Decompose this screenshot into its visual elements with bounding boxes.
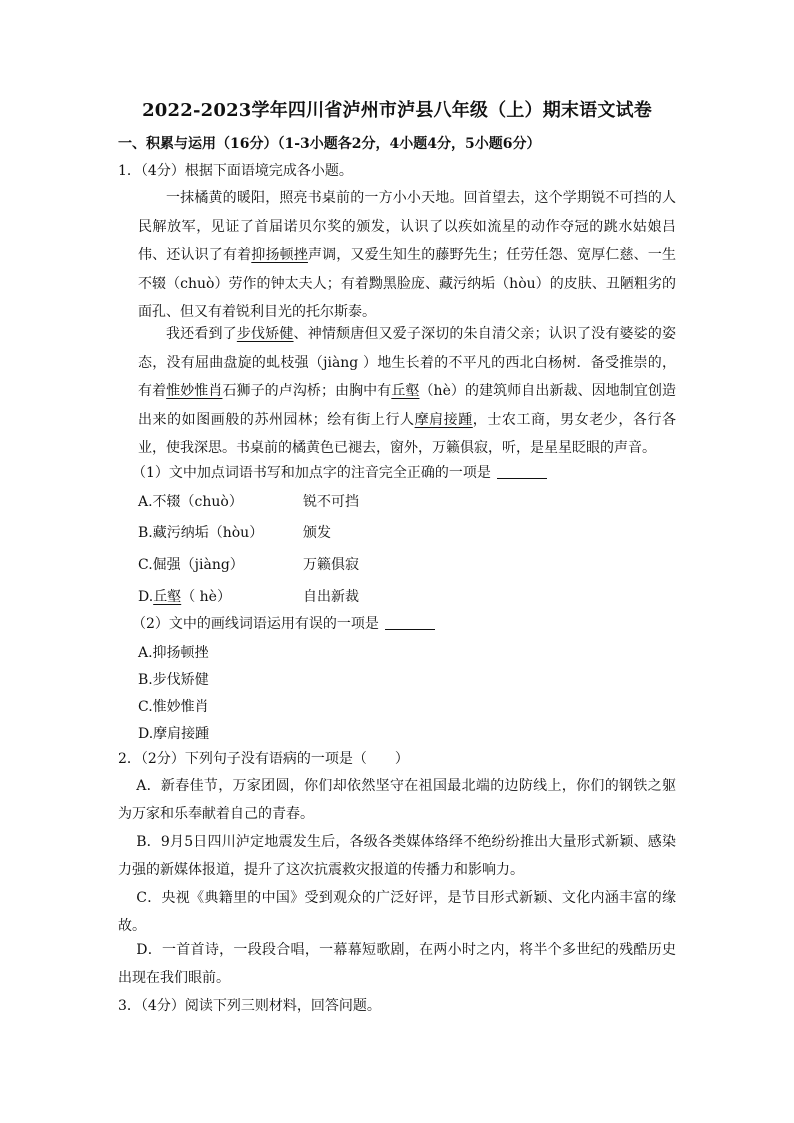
question-1-stem: 1．（4分）根据下面语境完成各小题。 [118, 163, 353, 179]
underlined-word: 摩肩接踵 [414, 411, 473, 428]
underlined-word: 抑扬顿挫 [251, 247, 308, 263]
option-b-right: 颁发 [303, 525, 331, 541]
option-a-right: 锐不可挡 [303, 494, 359, 510]
answer-blank[interactable] [497, 464, 547, 479]
section-heading: 一、积累与运用（16分）（1-3小题各2分，4小题4分，5小题6分） [118, 136, 541, 152]
question-2-option-b: B．9月5日四川泸定地震发生后，各级各类媒体络绎不绝纷纷推出大量形式新颖、感染力强的新媒体报道，提升了这次抗震救灾报道的传播力和影响力。 [118, 834, 676, 878]
passage-text: 、神情颓唐但又爱子深切的朱自清父亲；认识了没有婆娑的姿态，没有屈曲盘旋的虬枝强（jiàng ）地生长着的不平凡的西北白杨树．备受推崇的，有着 [138, 326, 677, 399]
passage-text: （hè）的建筑师自出新裁、因地制宜创造出来的如图画般的苏州园林；绘有街上行人 [138, 383, 677, 428]
option-c-right: 万籁俱寂 [303, 557, 359, 573]
underlined-word: 丘壑 [391, 383, 420, 399]
option-letter: D. [138, 589, 154, 605]
underlined-word: 步伐矫健 [236, 326, 294, 342]
option-pinyin: （ hè） [181, 589, 231, 605]
option-a: A.抑扬顿挫 [138, 645, 209, 661]
passage-text: ，士农工商，男女老少，各行各业，使我深思。书桌前的橘黄色已褪去，窗外，万籁俱寂，听，是星星眨眼的声音。 [138, 411, 677, 456]
underlined-word: 惟妙惟肖 [166, 383, 223, 399]
sub-question-text: （1）文中加点词语书写和加点字的注音完全正确的一项是 [132, 465, 491, 481]
sub-question-text: （2）文中的画线词语运用有误的一项是 [132, 616, 379, 632]
passage-paragraph-1 [138, 184, 676, 327]
option-c-left: C.倔强（jiàng） [138, 557, 244, 573]
option-b-left: B.藏污纳垢（hòu） [138, 525, 264, 541]
option-d-right: 自出新裁 [303, 589, 359, 605]
option-b: B.步伐矫健 [138, 672, 209, 688]
passage-text: 声调，又爱生知生的藤野先生；任劳任怨、宽厚仁慈、一生不辍（chuò）劳作的钟太夫人；有着黝黑脸庞、藏污纳垢（hòu）的皮肤、丑陋粗劣的面孔、但又有着锐利目光的托尔斯泰。 [138, 247, 677, 320]
question-3-stem: 3．（4分）阅读下列三则材料，回答问题。 [118, 998, 381, 1014]
question-2-stem: 2．（2分）下列句子没有语病的一项是（ ） [118, 751, 409, 767]
sub-question-1 [132, 463, 547, 483]
passage-text: 一抹橘黄的暖阳，照亮书桌前的一方小小天地。回首望去，这个学期锐不可挡的人民解放军，见证了首届诺贝尔奖的颁发，认识了以疾如流星的动作夺冠的跳水姑娘吕伟、还认识了有着 [138, 190, 676, 263]
question-2-option-d: D．一首首诗，一段段合唱，一幕幕短歌剧，在两小时之内，将半个多世纪的残酷历史出现在我们眼前。 [118, 942, 676, 986]
passage-paragraph-2 [138, 320, 676, 463]
underlined-word: 丘壑 [153, 589, 182, 605]
question-2-option-a: A．新春佳节，万家团圆，你们却依然坚守在祖国最北端的边防线上，你们的钢铁之躯为万家和乐奉献着自己的青春。 [118, 778, 676, 822]
passage-text: 石狮子的卢沟桥；由胸中有 [222, 383, 392, 399]
option-d-left [138, 586, 231, 606]
sub-question-2 [132, 614, 435, 634]
question-2-option-c: C．央视《典籍里的中国》受到观众的广泛好评，是节目形式新颖、文化内涵丰富的缘故。 [118, 890, 676, 934]
page-title: 2022-2023学年四川省泸州市泸县八年级（上）期末语文试卷 [142, 100, 652, 121]
option-a-left: A.不辍（chuò） [138, 494, 243, 510]
option-d: D.摩肩接踵 [138, 726, 210, 742]
passage-text: 我还看到了 [166, 326, 237, 342]
option-c: C.惟妙惟肖 [138, 699, 209, 715]
answer-blank[interactable] [385, 615, 435, 630]
